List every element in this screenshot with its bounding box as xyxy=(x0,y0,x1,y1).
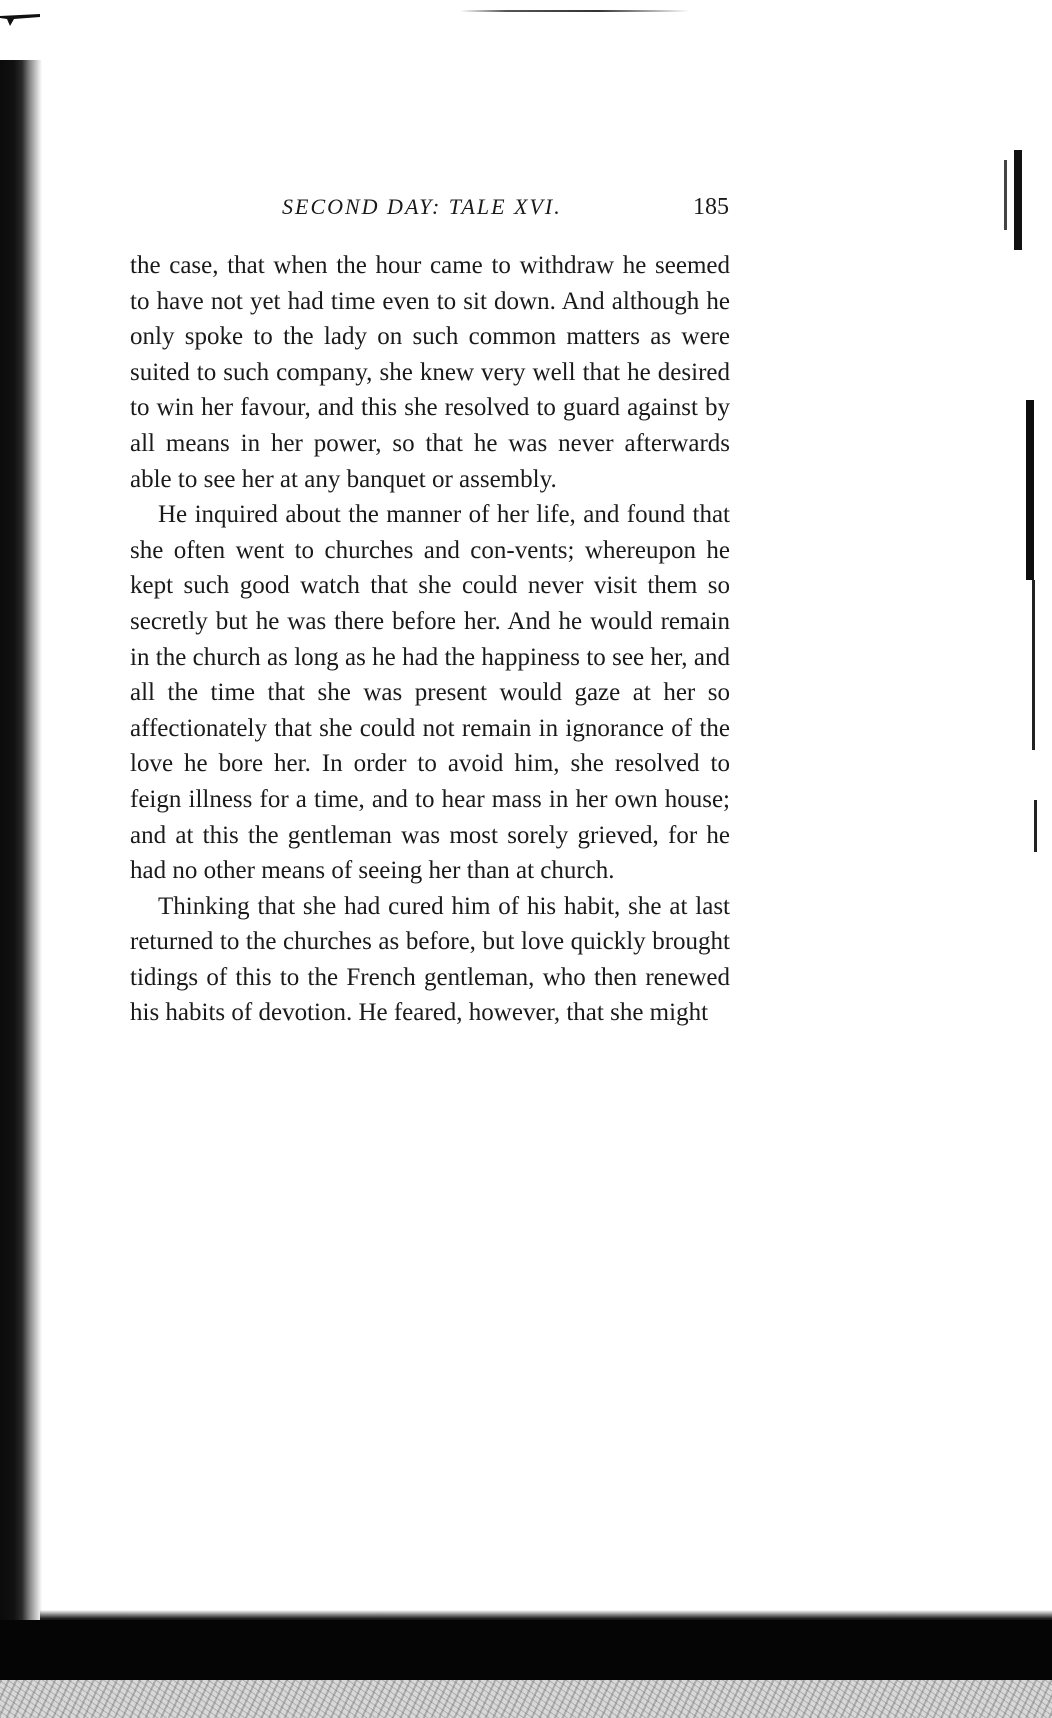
edge-mark xyxy=(1004,160,1007,230)
paragraph: the case, that when the hour came to withdraw he seemed to have not yet had time even to sit down. And although he only spoke to the lady on such common matters as were suited to such company, she knew very well that he desired to win her favour, and this she resolved to guard against by all means in her power, so that he was never afterwards able to see her at any banquet or assembly. xyxy=(130,252,730,493)
page-number: 185 xyxy=(693,194,729,220)
bottom-dark-band xyxy=(0,1620,1052,1680)
edge-mark xyxy=(1014,150,1022,250)
top-rule xyxy=(460,10,690,12)
edge-mark xyxy=(1026,400,1034,580)
paragraph: He inquired about the manner of her life, and found that she often went to churches and con-vents; whereupon he kept such good watch that she could never visit them so secretly but he was there before her. And he would remain in the church as long as he had the happiness to see her, and all the time that she was present would gaze at her so affectionately that she could not remain in ignorance of the love he bore her. In order to avoid him, she resolved to feign illness for a time, and to hear mass in her own house; and at this the gentleman was most sorely grieved, for he had no other means of seeing her than at church. xyxy=(130,501,730,885)
running-head xyxy=(130,194,730,234)
edge-mark xyxy=(1032,580,1035,750)
bottom-scan-noise xyxy=(0,1680,1052,1718)
binding-shadow xyxy=(0,60,42,1620)
text-block xyxy=(130,248,730,1031)
edge-mark xyxy=(1034,800,1037,852)
running-title: SECOND DAY: TALE XVI. xyxy=(282,194,562,219)
paragraph: Thinking that she had cured him of his habit, she at last returned to the churches as before, but love quickly brought tidings of this to the French gentleman, who then renewed his habits of devotion. He feared, however, that she might xyxy=(130,892,730,1027)
corner-tick-mark xyxy=(0,12,40,26)
